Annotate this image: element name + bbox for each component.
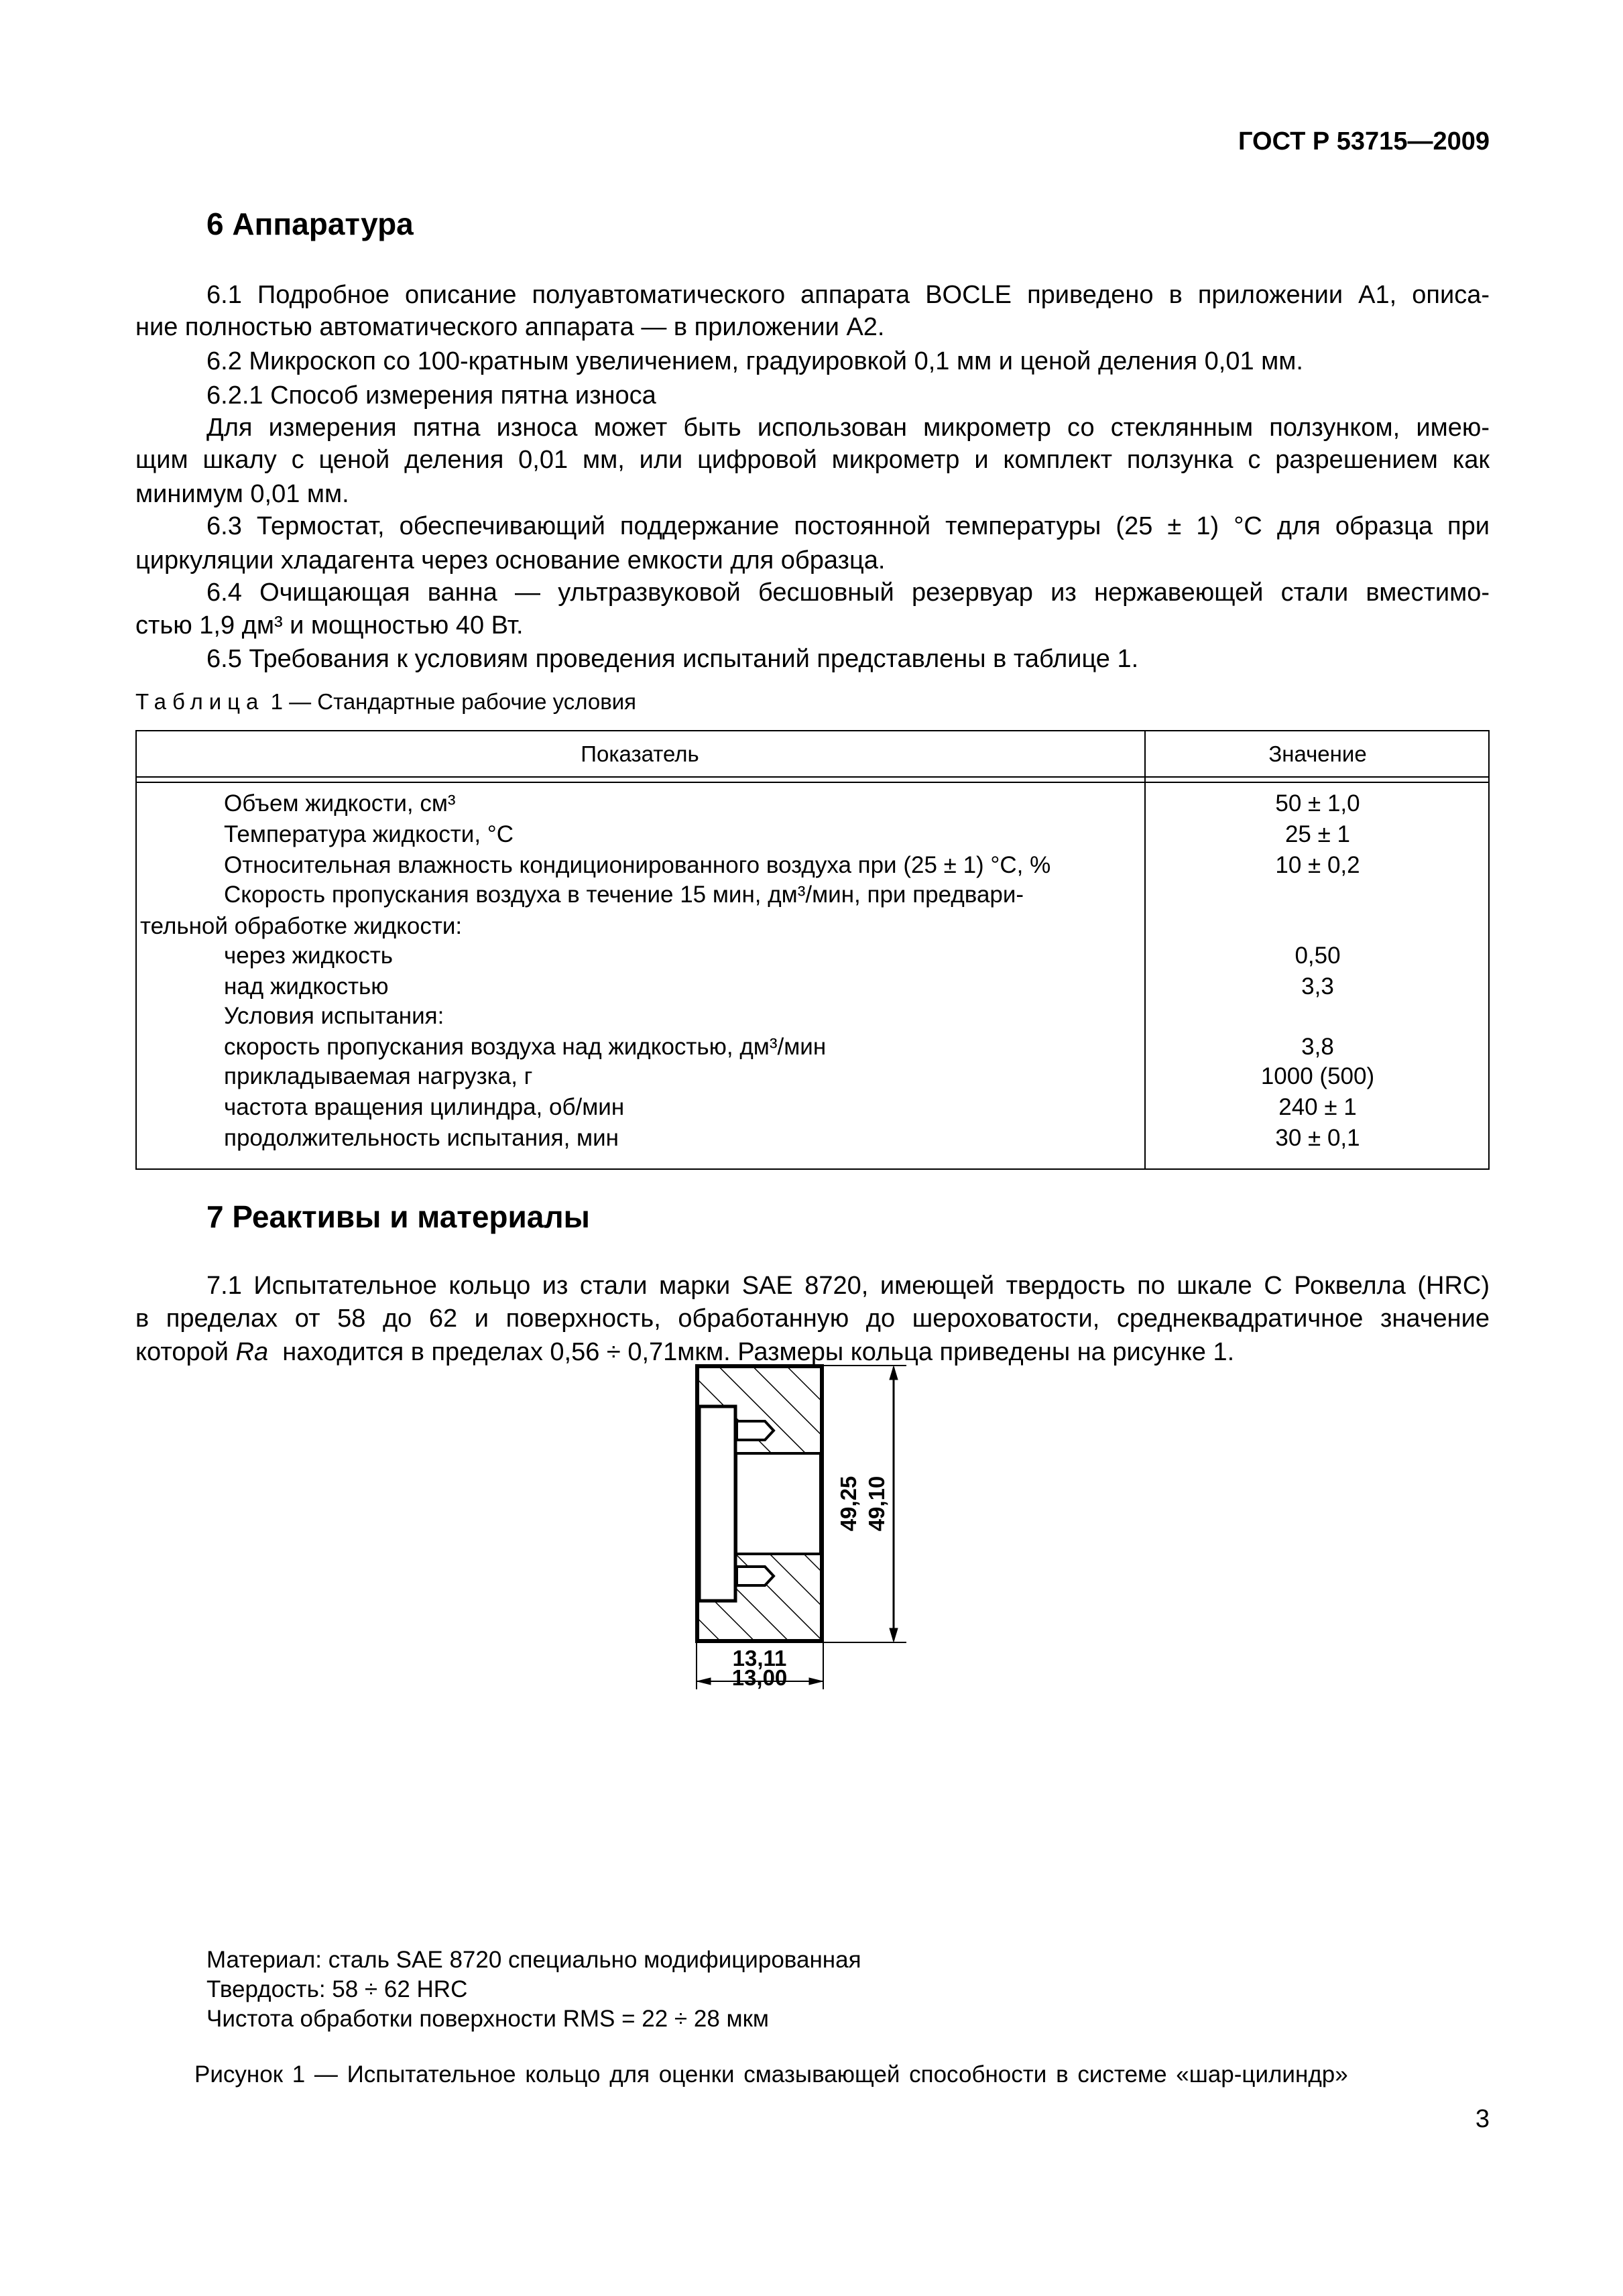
table-row-value: 25 ± 1 [1284,821,1351,847]
table-row-label: через жидкость [224,943,393,969]
paragraph-line: щим шкалу с ценой деления 0,01 мм, или цифровой микрометр и комплект ползунка с разрешением как [135,446,1490,474]
table-caption-label: Таблица [135,689,265,714]
ring-section [697,1366,822,1641]
table-row-value: 3,3 [1301,973,1334,1000]
paragraph-line: минимум 0,01 мм. [135,480,349,508]
width-max-label: 13,11 [732,1646,787,1671]
paragraph-line: Для измерения пятна износа может быть использован микрометр со стеклянным ползунком, имею- [206,414,1490,442]
height-min-label: 49,10 [864,1475,889,1532]
table-row-label: Скорость пропускания воздуха в течение 15 мин, дм³/мин, при предвари- [224,882,1024,908]
table-row-value: 30 ± 0,1 [1275,1125,1360,1151]
figure-note: Материал: сталь SAE 8720 специально модифицированная [206,1947,861,1973]
table-row-label: Температура жидкости, °С [224,821,514,847]
ra-symbol: Ra [235,1338,269,1366]
width-min-label: 13,00 [731,1665,788,1690]
paragraph-line: циркуляции хладагента через основание емкости для образца. [135,546,886,575]
table-row-value: 0,50 [1295,943,1341,969]
paragraph-line: 6.4 Очищающая ванна — ультразвуковой бесшовный резервуар из нержавеющей стали вместимо- [206,579,1490,607]
table-row-value: 3,8 [1301,1034,1334,1060]
paragraph-line: 6.1 Подробное описание полуавтоматического аппарата BOCLE приведено в приложении А1, описа- [206,281,1490,309]
table-row-label: над жидкостью [224,973,389,1000]
table-row-label: Объем жидкости, см³ [224,790,456,817]
text: находится в пределах 0,56 ÷ 0,71мкм. Размеры кольца приведены на рисунке 1. [282,1338,1235,1366]
paragraph-line: стью 1,9 дм³ и мощностью 40 Вт. [135,611,524,640]
paragraph-line: в пределах от 58 до 62 и поверхность, обработанную до шероховатости, среднеквадратичное значение [135,1305,1490,1333]
paragraph-line: ние полностью автоматического аппарата — в приложении А2. [135,313,885,341]
table-row-label: продолжительность испытания, мин [224,1125,619,1151]
section-7-heading: 7 Реактивы и материалы [206,1199,590,1234]
figure-note: Твердость: 58 ÷ 62 HRC [206,1976,468,2002]
paragraph-line: 6.3 Термостат, обеспечивающий поддержание постоянной температуры (25 ± 1) °С для образца при [206,512,1490,540]
table-header-indicator: Показатель [581,741,699,766]
section-6-heading: 6 Аппаратура [206,206,414,241]
table-row-value: 240 ± 1 [1278,1094,1357,1120]
text: которой [135,1338,229,1366]
paragraph-line: 6.2 Микроскоп со 100-кратным увеличением, градуировкой 0,1 мм и ценой деления 0,01 мм. [206,347,1303,375]
table-row-label: скорость пропускания воздуха над жидкостью, дм³/мин [224,1034,827,1060]
table-row-value: 50 ± 1,0 [1275,790,1360,817]
table-row-value: 1000 (500) [1260,1063,1375,1089]
paragraph-line: 6.2.1 Способ измерения пятна износа [206,381,656,410]
table-row-label: Относительная влажность кондиционированного воздуха при (25 ± 1) °С, % [224,852,1051,878]
table-caption-title: 1 — Стандартные рабочие условия [270,689,637,714]
table-row-label: тельной обработке жидкости: [140,913,463,939]
document-code: ГОСТ Р 53715—2009 [1238,127,1490,156]
table-row-value: 10 ± 0,2 [1275,852,1360,878]
table-row-label: частота вращения цилиндра, об/мин [224,1094,625,1120]
table-header-value: Значение [1268,741,1367,766]
height-max-label: 49,25 [836,1475,861,1532]
paragraph-line: 6.5 Требования к условиям проведения испытаний представлены в таблице 1. [206,645,1139,673]
table-row-label: прикладываемая нагрузка, г [224,1063,533,1089]
table-row-label: Условия испытания: [224,1003,444,1029]
figure-caption: Рисунок 1 — Испытательное кольцо для оценки смазывающей способности в системе «шар-цилиндр» [194,2061,1348,2088]
page-number: 3 [1475,2105,1490,2133]
figure-note: Чистота обработки поверхности RMS = 22 ÷ 28 мкм [206,2006,769,2032]
paragraph-line: 7.1 Испытательное кольцо из стали марки SAE 8720, имеющей твердость по шкале С Роквелла (HRC) [206,1272,1490,1300]
